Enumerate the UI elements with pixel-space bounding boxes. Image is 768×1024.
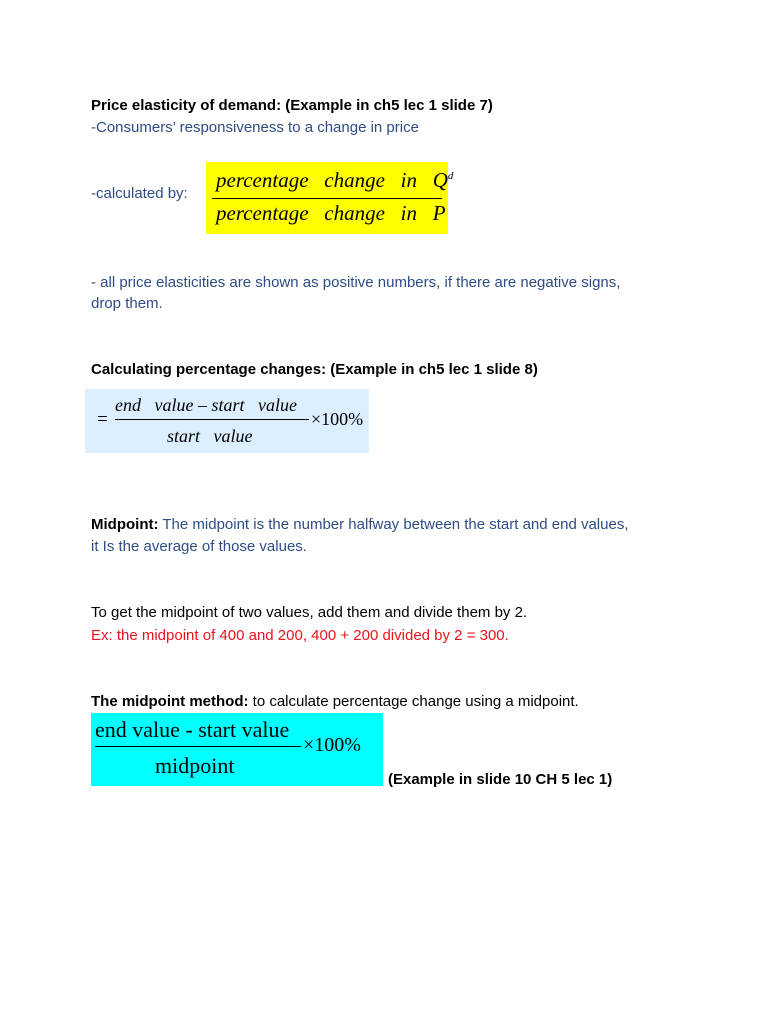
formula-numerator: end value - start value <box>95 717 290 742</box>
midpoint-definition-line-2: it Is the average of those values. <box>91 538 307 555</box>
midpoint-text: The midpoint is the number halfway between the start and end values, <box>158 516 629 533</box>
midpoint-formula-box <box>91 713 383 786</box>
fraction-bar <box>115 419 309 420</box>
heading-percentage-changes: Calculating percentage changes: (Example in ch5 lec 1 slide 8) <box>91 361 538 378</box>
midpoint-instruction: To get the midpoint of two values, add them and divide them by 2. <box>91 604 528 621</box>
formula-denominator: start value <box>167 426 253 446</box>
fraction-bar <box>95 746 301 747</box>
formula-denominator: midpoint <box>155 753 235 778</box>
formula-numerator: end value – start value <box>115 395 297 415</box>
midpoint-definition-line-1 <box>91 515 629 535</box>
formula-superscript: d <box>447 170 454 182</box>
heading-price-elasticity: Price elasticity of demand: (Example in ch5 lec 1 slide 7) <box>91 97 493 114</box>
midpoint-label: Midpoint: <box>91 516 159 533</box>
formula-multiplier: ×100% <box>311 409 364 429</box>
midpoint-example: Ex: the midpoint of 400 and 200, 400 + 200 divided by 2 = 300. <box>91 627 509 644</box>
percentage-formula-box <box>85 389 369 453</box>
equals-sign: = <box>97 409 108 430</box>
note-line-2: drop them. <box>91 295 163 312</box>
definition-text: -Consumers’ responsiveness to a change in price <box>91 119 419 136</box>
formula-numerator-text: percentage change in Q <box>216 168 448 192</box>
midpoint-example-reference: (Example in slide 10 CH 5 lec 1) <box>388 771 613 788</box>
midpoint-method-label: The midpoint method: <box>91 693 249 710</box>
formula-multiplier: ×100% <box>303 734 361 756</box>
formula-numerator <box>216 168 453 193</box>
calculated-by-label: -calculated by: <box>91 185 188 202</box>
fraction-bar <box>212 198 442 199</box>
elasticity-formula-box <box>206 162 454 234</box>
formula-denominator: percentage change in P <box>216 201 446 225</box>
midpoint-method-text: to calculate percentage change using a midpoint. <box>248 693 579 710</box>
midpoint-method-line <box>91 692 579 712</box>
note-line-1: - all price elasticities are shown as positive numbers, if there are negative signs, <box>91 274 621 291</box>
